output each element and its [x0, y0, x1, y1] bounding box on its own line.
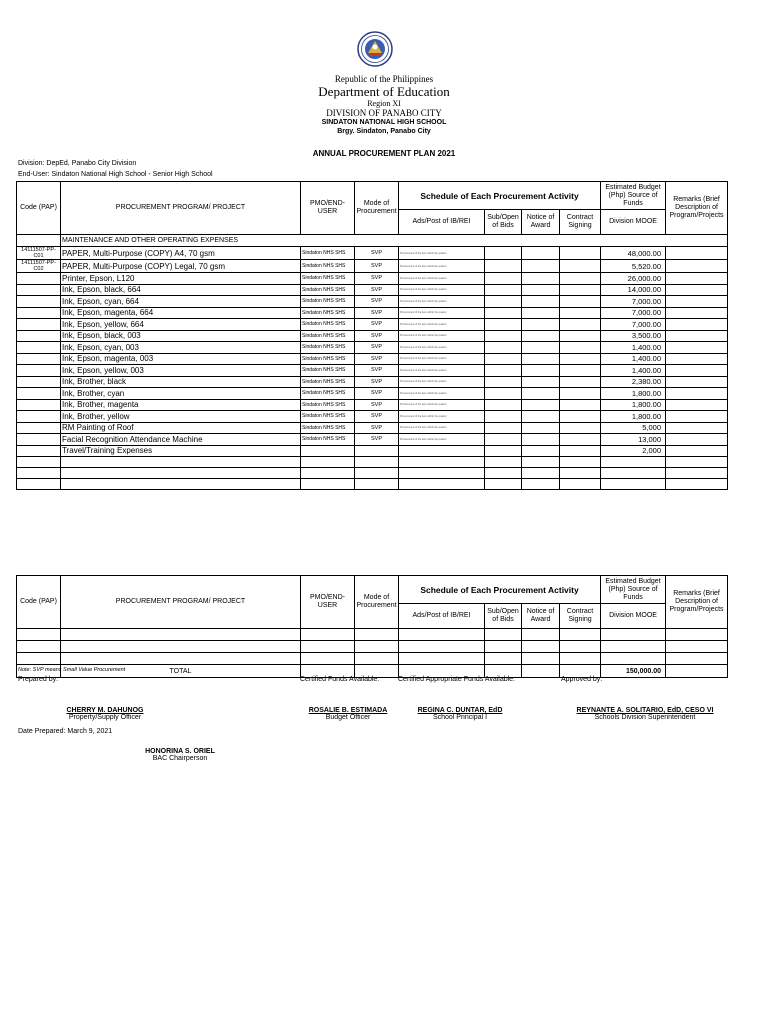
item-notice	[522, 247, 560, 260]
item-remarks	[666, 273, 728, 285]
item-sub-open	[485, 342, 522, 354]
col-contract-header: Contract Signing	[560, 604, 601, 629]
item-pmo: Sindaton NHS SHS	[301, 365, 355, 377]
table-row	[17, 388, 728, 400]
item-notice	[522, 273, 560, 285]
item-name: Printer, Epson, L120	[61, 273, 301, 285]
total-amount: 150,000.00	[601, 665, 666, 678]
col-division-mooe-header: Division MOOE	[601, 210, 666, 235]
item-code	[17, 284, 61, 296]
region-line: Region XI	[367, 99, 401, 108]
signatory-role: Schools Division Superintendent	[594, 714, 696, 721]
item-amount: 1,800.00	[601, 388, 666, 400]
item-sub-open	[485, 422, 522, 434]
table-row	[17, 330, 728, 342]
col-program-header: PROCUREMENT PROGRAM/ PROJECT	[61, 576, 301, 629]
item-sub-open	[485, 296, 522, 308]
item-mode: SVP	[355, 307, 399, 319]
table-row	[17, 399, 728, 411]
item-mode: SVP	[355, 260, 399, 273]
item-pmo: Sindaton NHS SHS	[301, 411, 355, 423]
item-code	[17, 307, 61, 319]
item-mode: SVP	[355, 353, 399, 365]
section-label: MAINTENANCE AND OTHER OPERATING EXPENSES	[61, 235, 728, 247]
item-code	[17, 353, 61, 365]
item-code	[17, 434, 61, 446]
item-name: Ink, Epson, black, 003	[61, 330, 301, 342]
item-name: Ink, Epson, magenta, 003	[61, 353, 301, 365]
item-name: Ink, Epson, black, 664	[61, 284, 301, 296]
division-line: DIVISION OF PANABO CITY	[326, 108, 442, 118]
item-code	[17, 411, 61, 423]
prepared-by-label: Prepared by:	[18, 676, 59, 683]
item-contract	[560, 260, 601, 273]
item-code	[17, 445, 61, 457]
item-mode: SVP	[355, 273, 399, 285]
item-name: PAPER, Multi-Purpose (COPY) A4, 70 gsm	[61, 247, 301, 260]
item-code	[17, 273, 61, 285]
item-code	[17, 399, 61, 411]
item-remarks	[666, 388, 728, 400]
item-sub-open	[485, 260, 522, 273]
item-sub-open	[485, 319, 522, 331]
item-contract	[560, 411, 601, 423]
signatory-role: Budget Officer	[325, 714, 371, 721]
item-schedule: Procurement of the item within the quarter	[399, 388, 485, 400]
table-row	[17, 376, 728, 388]
table-row	[17, 319, 728, 331]
item-amount: 13,000	[601, 434, 666, 446]
item-notice	[522, 445, 560, 457]
certified-funds-label: Certified Funds Available:	[300, 676, 380, 683]
item-contract	[560, 307, 601, 319]
item-pmo: Sindaton NHS SHS	[301, 307, 355, 319]
item-contract	[560, 365, 601, 377]
col-remarks-header: Remarks (Brief Description of Program/Projects	[666, 182, 728, 235]
division-info: Division: DepEd, Panabo City Division	[18, 160, 137, 167]
item-code	[17, 388, 61, 400]
item-name: Ink, Epson, yellow, 664	[61, 319, 301, 331]
item-amount: 7,000.00	[601, 296, 666, 308]
date-prepared: Date Prepared: March 9, 2021	[18, 728, 113, 735]
col-pmo-header: PMO/END-USER	[301, 182, 355, 235]
item-code	[17, 342, 61, 354]
item-pmo: Sindaton NHS SHS	[301, 388, 355, 400]
item-pmo: Sindaton NHS SHS	[301, 330, 355, 342]
item-sub-open	[485, 284, 522, 296]
item-sub-open	[485, 399, 522, 411]
item-code	[17, 422, 61, 434]
item-sub-open	[485, 365, 522, 377]
item-remarks	[666, 247, 728, 260]
item-sub-open	[485, 247, 522, 260]
item-pmo: Sindaton NHS SHS	[301, 260, 355, 273]
item-notice	[522, 376, 560, 388]
item-pmo: Sindaton NHS SHS	[301, 353, 355, 365]
item-code	[17, 330, 61, 342]
item-sub-open	[485, 273, 522, 285]
item-name: Ink, Brother, yellow	[61, 411, 301, 423]
item-name: Ink, Epson, cyan, 664	[61, 296, 301, 308]
signatory-role: School Principal I	[432, 714, 488, 721]
table-row	[17, 247, 728, 260]
item-mode	[355, 445, 399, 457]
item-pmo: Sindaton NHS SHS	[301, 376, 355, 388]
item-notice	[522, 399, 560, 411]
item-name: Ink, Epson, magenta, 664	[61, 307, 301, 319]
item-name: Ink, Brother, cyan	[61, 388, 301, 400]
item-pmo: Sindaton NHS SHS	[301, 434, 355, 446]
item-schedule: Procurement of the item within the quarter	[399, 365, 485, 377]
table-row	[17, 342, 728, 354]
col-code-header: Code (PAP)	[17, 182, 61, 235]
col-budget-header: Estimated Budget (Php) Source of Funds	[601, 182, 666, 210]
item-notice	[522, 319, 560, 331]
republic-line: Republic of the Philippines	[334, 74, 434, 84]
item-code	[17, 376, 61, 388]
item-pmo: Sindaton NHS SHS	[301, 284, 355, 296]
signatory-budget	[288, 707, 408, 721]
item-remarks	[666, 319, 728, 331]
signatory-name: CHERRY M. DAHUNOG	[66, 707, 144, 714]
item-mode: SVP	[355, 330, 399, 342]
schedule-header: Schedule of Each Procurement Activity	[399, 576, 601, 604]
total-label: TOTAL	[61, 665, 301, 678]
item-contract	[560, 284, 601, 296]
signatory-role: Property/Supply Officer	[68, 714, 142, 721]
table-row	[17, 296, 728, 308]
school-address: Brgy. Sindaton, Panabo City	[337, 128, 431, 135]
table-row	[17, 434, 728, 446]
procurement-table	[16, 181, 728, 490]
item-pmo: Sindaton NHS SHS	[301, 342, 355, 354]
deped-seal-logo	[357, 31, 393, 67]
item-amount: 7,000.00	[601, 319, 666, 331]
item-remarks	[666, 330, 728, 342]
item-amount: 5,520.00	[601, 260, 666, 273]
item-amount: 2,000	[601, 445, 666, 457]
item-contract	[560, 376, 601, 388]
item-mode: SVP	[355, 434, 399, 446]
item-remarks	[666, 365, 728, 377]
item-schedule: Procurement of the item within the quarter	[399, 342, 485, 354]
table-row	[17, 284, 728, 296]
item-mode: SVP	[355, 365, 399, 377]
item-sub-open	[485, 388, 522, 400]
signatory-superintendent	[560, 707, 730, 721]
signatory-name: HONORINA S. ORIEL	[145, 748, 215, 755]
item-name: Facial Recognition Attendance Machine	[61, 434, 301, 446]
col-remarks-header: Remarks (Brief Description of Program/Projects	[666, 576, 728, 629]
summary-table	[16, 575, 728, 678]
item-name: Ink, Epson, cyan, 003	[61, 342, 301, 354]
item-amount: 1,400.00	[601, 365, 666, 377]
item-sub-open	[485, 434, 522, 446]
approved-by-label: Approved by:	[561, 676, 603, 683]
col-ads-header: Ads/Post of IB/REI	[399, 604, 485, 629]
item-mode: SVP	[355, 376, 399, 388]
item-notice	[522, 330, 560, 342]
item-contract	[560, 388, 601, 400]
item-amount: 14,000.00	[601, 284, 666, 296]
item-mode: SVP	[355, 247, 399, 260]
item-schedule	[399, 445, 485, 457]
item-amount: 26,000.00	[601, 273, 666, 285]
svp-note: Note: SVP means Small Value Procurement	[18, 667, 126, 673]
item-contract	[560, 330, 601, 342]
col-program-header: PROCUREMENT PROGRAM/ PROJECT	[61, 182, 301, 235]
item-contract	[560, 353, 601, 365]
signatory-name: ROSALIE B. ESTIMADA	[308, 707, 388, 714]
item-contract	[560, 422, 601, 434]
item-amount: 1,400.00	[601, 353, 666, 365]
item-notice	[522, 353, 560, 365]
item-contract	[560, 273, 601, 285]
item-notice	[522, 296, 560, 308]
item-remarks	[666, 260, 728, 273]
item-remarks	[666, 445, 728, 457]
item-pmo: Sindaton NHS SHS	[301, 296, 355, 308]
item-remarks	[666, 434, 728, 446]
department-title: Department of Education	[318, 84, 450, 99]
item-remarks	[666, 411, 728, 423]
col-pmo-header: PMO/END-USER	[301, 576, 355, 629]
item-amount: 3,500.00	[601, 330, 666, 342]
signatory-role: BAC Chairperson	[152, 755, 208, 762]
item-sub-open	[485, 307, 522, 319]
col-notice-header: Notice of Award	[522, 604, 560, 629]
item-schedule: Procurement of the item within the quarter	[399, 399, 485, 411]
item-schedule: Procurement of the item within the quarter	[399, 273, 485, 285]
item-pmo	[301, 445, 355, 457]
item-name: Ink, Epson, yellow, 003	[61, 365, 301, 377]
item-remarks	[666, 284, 728, 296]
col-ads-header: Ads/Post of IB/REI	[399, 210, 485, 235]
item-contract	[560, 247, 601, 260]
signatory-bac	[120, 748, 240, 762]
item-remarks	[666, 399, 728, 411]
item-pmo: Sindaton NHS SHS	[301, 247, 355, 260]
item-amount: 7,000.00	[601, 307, 666, 319]
item-mode: SVP	[355, 284, 399, 296]
col-division-mooe-header: Division MOOE	[601, 604, 666, 629]
item-notice	[522, 365, 560, 377]
item-sub-open	[485, 445, 522, 457]
item-contract	[560, 399, 601, 411]
item-schedule: Procurement of the item within the quarter	[399, 296, 485, 308]
item-code	[17, 365, 61, 377]
document-title: ANNUAL PROCUREMENT PLAN 2021	[312, 149, 456, 158]
item-contract	[560, 342, 601, 354]
item-name: Travel/Training Expenses	[61, 445, 301, 457]
school-name: SINDATON NATIONAL HIGH SCHOOL	[321, 119, 447, 126]
item-code: 14111507-PP-C01	[17, 247, 61, 260]
item-mode: SVP	[355, 296, 399, 308]
item-sub-open	[485, 330, 522, 342]
item-remarks	[666, 353, 728, 365]
item-remarks	[666, 296, 728, 308]
item-notice	[522, 388, 560, 400]
item-mode: SVP	[355, 411, 399, 423]
item-contract	[560, 434, 601, 446]
item-mode: SVP	[355, 399, 399, 411]
item-notice	[522, 260, 560, 273]
col-budget-header: Estimated Budget (Php) Source of Funds	[601, 576, 666, 604]
col-subopen-header: Sub/Open of Bids	[485, 604, 522, 629]
item-amount: 5,000	[601, 422, 666, 434]
schedule-header: Schedule of Each Procurement Activity	[399, 182, 601, 210]
item-schedule: Procurement of the item within the quarter	[399, 434, 485, 446]
table-row	[17, 273, 728, 285]
item-remarks	[666, 342, 728, 354]
item-amount: 1,800.00	[601, 411, 666, 423]
table-row	[17, 422, 728, 434]
item-mode: SVP	[355, 342, 399, 354]
col-mode-header: Mode of Procurement	[355, 576, 399, 629]
item-schedule: Procurement of the item within the quarter	[399, 353, 485, 365]
col-contract-header: Contract Signing	[560, 210, 601, 235]
table-row	[17, 260, 728, 273]
signatory-name: REYNANTE A. SOLITARIO, EdD, CESO VI	[576, 707, 714, 714]
item-amount: 48,000.00	[601, 247, 666, 260]
item-notice	[522, 342, 560, 354]
item-amount: 1,800.00	[601, 399, 666, 411]
item-remarks	[666, 422, 728, 434]
signatory-principal	[400, 707, 520, 721]
item-name: Ink, Brother, magenta	[61, 399, 301, 411]
item-schedule: Procurement of the item within the quarter	[399, 330, 485, 342]
table-row	[17, 307, 728, 319]
signatory-prepared	[40, 707, 170, 721]
item-remarks	[666, 307, 728, 319]
item-schedule: Procurement of the item within the quarter	[399, 411, 485, 423]
item-remarks	[666, 376, 728, 388]
item-notice	[522, 422, 560, 434]
item-pmo: Sindaton NHS SHS	[301, 319, 355, 331]
item-name: RM Painting of Roof	[61, 422, 301, 434]
item-sub-open	[485, 353, 522, 365]
col-code-header: Code (PAP)	[17, 576, 61, 629]
item-schedule: Procurement of the item within the quarter	[399, 376, 485, 388]
item-sub-open	[485, 376, 522, 388]
item-mode: SVP	[355, 319, 399, 331]
item-pmo: Sindaton NHS SHS	[301, 273, 355, 285]
item-notice	[522, 434, 560, 446]
item-contract	[560, 445, 601, 457]
item-sub-open	[485, 411, 522, 423]
table-row	[17, 353, 728, 365]
item-mode: SVP	[355, 388, 399, 400]
item-code: 14111507-PP-C02	[17, 260, 61, 273]
col-mode-header: Mode of Procurement	[355, 182, 399, 235]
item-notice	[522, 284, 560, 296]
item-contract	[560, 296, 601, 308]
item-schedule: Procurement of the item within the quarter	[399, 284, 485, 296]
signatory-name: REGINA C. DUNTAR, EdD	[417, 707, 503, 714]
item-code	[17, 296, 61, 308]
item-schedule: Procurement of the item within the quarter	[399, 247, 485, 260]
end-user-info: End-User: Sindaton National High School - Senior High School	[18, 171, 213, 178]
item-name: PAPER, Multi-Purpose (COPY) Legal, 70 gsm	[61, 260, 301, 273]
item-contract	[560, 319, 601, 331]
item-pmo: Sindaton NHS SHS	[301, 422, 355, 434]
item-schedule: Procurement of the item within the quarter	[399, 422, 485, 434]
item-notice	[522, 411, 560, 423]
table-row	[17, 411, 728, 423]
item-notice	[522, 307, 560, 319]
table-row	[17, 445, 728, 457]
item-mode: SVP	[355, 422, 399, 434]
item-pmo: Sindaton NHS SHS	[301, 399, 355, 411]
item-name: Ink, Brother, black	[61, 376, 301, 388]
items-body	[17, 247, 728, 457]
item-code	[17, 319, 61, 331]
certified-appropriate-label: Certified Appropriate Funds Available:	[398, 676, 515, 683]
item-schedule: Procurement of the item within the quarter	[399, 260, 485, 273]
col-subopen-header: Sub/Open of Bids	[485, 210, 522, 235]
item-amount: 2,380.00	[601, 376, 666, 388]
item-amount: 1,400.00	[601, 342, 666, 354]
item-schedule: Procurement of the item within the quarter	[399, 307, 485, 319]
table-row	[17, 365, 728, 377]
item-schedule: Procurement of the item within the quarter	[399, 319, 485, 331]
col-notice-header: Notice of Award	[522, 210, 560, 235]
